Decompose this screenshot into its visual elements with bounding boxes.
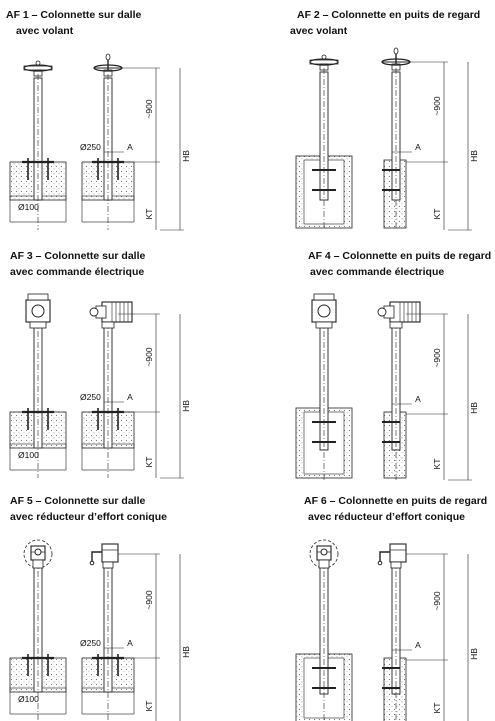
dim-label-900: ~900 [432, 96, 442, 116]
actuator-cap [314, 294, 334, 300]
panel-subtitle: avec volant [290, 25, 348, 37]
dim-label-kt: KT [144, 208, 154, 220]
panel-subtitle: avec commande électrique [10, 266, 145, 278]
crank-grip [90, 561, 94, 565]
dim-label-kt: KT [432, 458, 442, 470]
dim-label-dia250: Ø250 [80, 638, 101, 648]
dim-label-900: ~900 [144, 99, 154, 119]
dim-label-a: A [415, 142, 421, 152]
panel-af1 [0, 0, 248, 240]
panel-subtitle: avec volant [16, 25, 74, 37]
panel-title: AF 4 – Colonnette en puits de regard [308, 250, 492, 262]
dim-label-a: A [415, 640, 421, 650]
dim-label-kt: KT [432, 208, 442, 220]
af6-drawing [248, 488, 495, 721]
dim-label-a: A [127, 392, 133, 402]
dim-label-kt: KT [432, 702, 442, 714]
dim-label-a: A [127, 638, 133, 648]
reducer-shaft-icon [35, 549, 41, 555]
reducer-body [102, 544, 118, 562]
panel-af2 [248, 0, 495, 240]
reducer-flange [391, 562, 401, 568]
actuator-motor [390, 302, 420, 322]
dim-label-a: A [127, 142, 133, 152]
dim-label-hb: HB [469, 648, 479, 660]
actuator-flange [102, 322, 114, 328]
handwheel-grip [394, 48, 398, 54]
panel-subtitle: avec réducteur d’effort conique [308, 511, 465, 523]
panel-title: AF 3 – Colonnette sur dalle [10, 250, 146, 262]
panel-subtitle: avec réducteur d’effort conique [10, 511, 167, 523]
override-wheel-icon [90, 308, 98, 316]
af5-drawing [0, 488, 248, 721]
reducer-body [390, 544, 406, 562]
dim-label-hb: HB [181, 400, 191, 412]
dim-label-hb: HB [181, 150, 191, 162]
override-wheel-icon [378, 308, 386, 316]
panel-af6 [248, 488, 495, 721]
dim-label-dia100: Ø100 [18, 450, 39, 460]
dim-label-900: ~900 [432, 348, 442, 368]
reducer-flange [33, 560, 43, 568]
dim-label-a: A [415, 394, 421, 404]
dim-label-dia100: Ø100 [18, 694, 39, 704]
dim-label-hb: HB [469, 150, 479, 162]
crank-handle-icon [380, 552, 390, 562]
panel-title: AF 2 – Colonnette en puits de regard [297, 9, 481, 21]
panel-title: AF 5 – Colonnette sur dalle [10, 495, 146, 507]
panel-title: AF 6 – Colonnette en puits de regard [304, 495, 488, 507]
panel-af3 [0, 244, 248, 484]
actuator-cap [28, 294, 48, 300]
dim-label-900: ~900 [144, 347, 154, 367]
dim-label-900: ~900 [144, 590, 154, 610]
af1-drawing [0, 0, 248, 240]
af4-drawing [248, 244, 495, 484]
reducer-shaft-icon [321, 549, 327, 555]
dim-label-900: ~900 [432, 591, 442, 611]
dim-label-dia250: Ø250 [80, 142, 101, 152]
actuator-flange [390, 322, 402, 328]
panel-af5 [0, 488, 248, 721]
dim-label-kt: KT [144, 700, 154, 712]
dim-label-hb: HB [469, 402, 479, 414]
actuator-motor-icon [318, 305, 330, 317]
dim-label-dia100: Ø100 [18, 202, 39, 212]
handwheel-knob [36, 61, 40, 65]
panel-subtitle: avec commande électrique [310, 266, 445, 278]
dim-label-dia250: Ø250 [80, 392, 101, 402]
actuator-flange [316, 322, 332, 328]
panel-af4 [248, 244, 495, 484]
actuator-motor [102, 302, 132, 322]
reducer-flange [103, 562, 113, 568]
af2-drawing [248, 0, 495, 240]
crank-grip [378, 561, 382, 565]
reducer-flange [319, 560, 329, 568]
dim-label-kt: KT [144, 456, 154, 468]
dim-label-hb: HB [181, 646, 191, 658]
handwheel-grip [106, 54, 110, 60]
crank-handle-icon [92, 552, 102, 562]
panel-title: AF 1 – Colonnette sur dalle [6, 9, 142, 21]
af3-drawing [0, 244, 248, 484]
actuator-flange [30, 322, 46, 328]
handwheel-knob [322, 55, 326, 59]
actuator-motor-icon [32, 305, 44, 317]
